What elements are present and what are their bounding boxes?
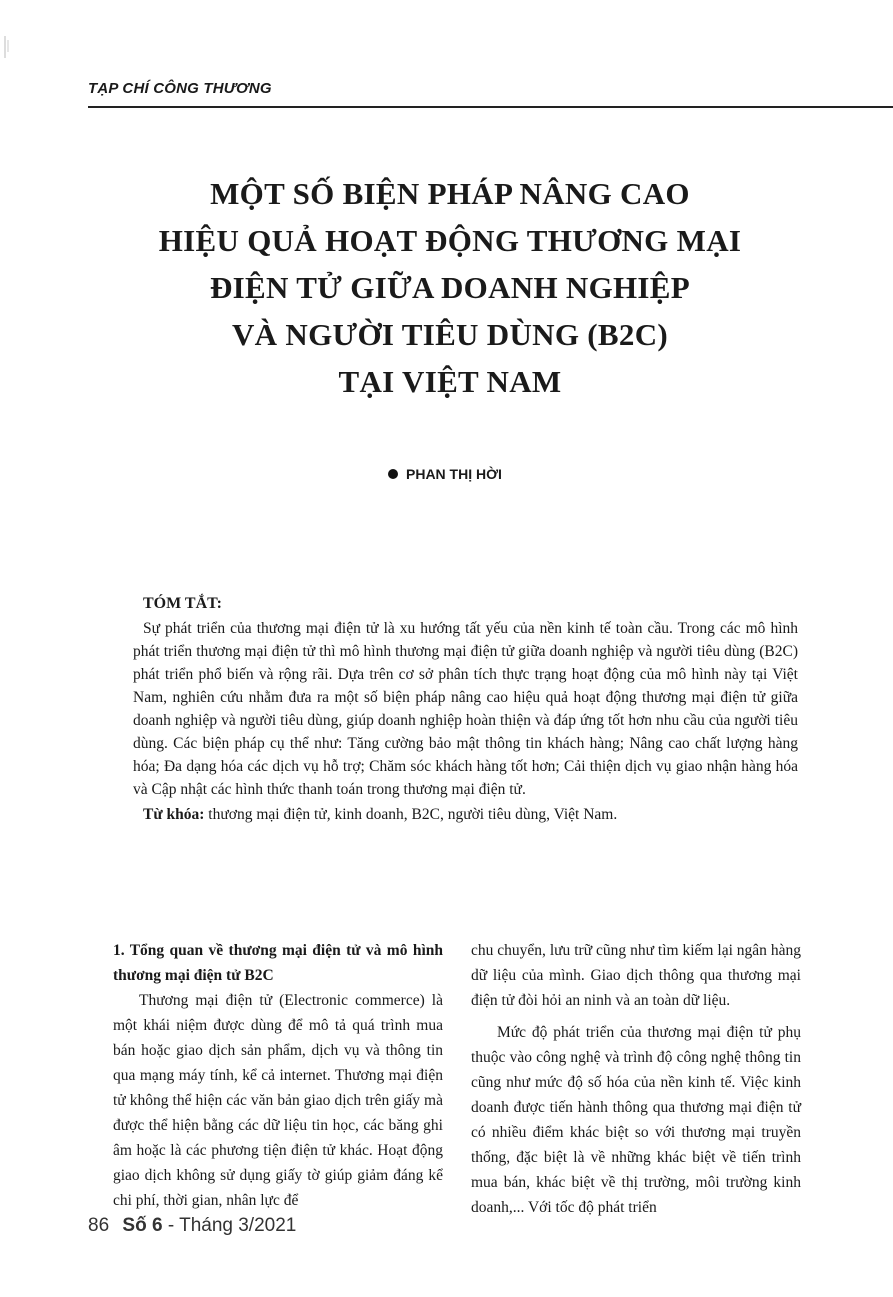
issue-number: Số 6: [122, 1215, 163, 1236]
paragraph: Mức độ phát triển của thương mại điện tử phụ thuộc vào công nghệ và trình độ công nghệ thông tin cũng như mức độ số hóa của nền kinh tế. Việc kinh doanh được tiến hành thông qua thương mại điện tử có nhiều điểm khác biệt so với thương mại truyền thống, đặc biệt là về những khác biệt về tiến trình mua bán, khác biệt về thị trường, môi trường kinh doanh,... Với tốc độ phát triển: [471, 1024, 801, 1216]
article-title: [90, 170, 810, 405]
keywords-list: thương mại điện tử, kinh doanh, B2C, người tiêu dùng, Việt Nam.: [208, 806, 618, 823]
bullet-icon: [388, 469, 398, 479]
journal-name: TẠP CHÍ CÔNG THƯƠNG: [88, 80, 272, 97]
abstract-body: Sự phát triển của thương mại điện tử là xu hướng tất yếu của nền kinh tế toàn cầu. Trong các mô hình phát triển thương mại điện tử thì mô hình thương mại điện tử giữa doanh nghiệp và người tiêu dùng (B2C) phát triển phổ biến và rộng rãi. Dựa trên cơ sở phân tích thực trạng hoạt động của mô hình này tại Việt Nam, nghiên cứu nhằm đưa ra một số biện pháp nâng cao hiệu quả hoạt động thương mại điện tử giữa doanh nghiệp và người tiêu dùng, giúp doanh nghiệp hoàn thiện và đáp ứng tốt hơn nhu cầu của người tiêu dùng. Các biện pháp cụ thể như: Tăng cường bảo mật thông tin khách hàng; Nâng cao chất lượng hàng hóa; Đa dạng hóa các dịch vụ hỗ trợ; Chăm sóc khách hàng tốt hơn; Cải thiện dịch vụ giao nhận hàng hóa và Cập nhật các hình thức thanh toán trong thương mại điện tử.: [133, 620, 798, 798]
body-column-left: [113, 938, 443, 1213]
title-line: VÀ NGƯỜI TIÊU DÙNG (B2C): [231, 317, 669, 352]
title-line: MỘT SỐ BIỆN PHÁP NÂNG CAO: [210, 176, 690, 211]
page-number: 86: [88, 1215, 110, 1236]
title-line: ĐIỆN TỬ GIỮA DOANH NGHIỆP: [209, 270, 690, 305]
issue-date: - Tháng 3/2021: [167, 1215, 297, 1236]
title-line: TẠI VIỆT NAM: [338, 364, 562, 399]
keywords: [143, 803, 798, 826]
abstract-section: [133, 592, 798, 826]
paragraph: chu chuyển, lưu trữ cũng như tìm kiếm lại ngân hàng dữ liệu của mình. Giao dịch thông qua thương mại điện tử đòi hỏi an ninh và an toàn dữ liệu.: [471, 942, 801, 1009]
header-divider: [88, 106, 893, 108]
scan-artifact-mark: [2, 34, 12, 60]
keywords-label: Từ khóa:: [143, 806, 205, 823]
paragraph: Thương mại điện tử (Electronic commerce) là một khái niệm được dùng để mô tả quá trình mua bán hoặc giao dịch sản phẩm, dịch vụ và thông tin qua mạng máy tính, kể cả internet. Thương mại điện tử không thể hiện các văn bản giao dịch trên giấy mà được thể hiện bằng các dữ liệu tin học, các băng ghi âm hoặc là các phương tiện điện tử khác. Hoạt động giao dịch không sử dụng giấy tờ giúp giảm đáng kể chi phí, thời gian, nhân lực để: [113, 992, 443, 1209]
title-line: HIỆU QUẢ HOẠT ĐỘNG THƯƠNG MẠI: [158, 223, 742, 258]
body-column-right: [471, 938, 801, 1220]
author-name: PHAN THỊ HỜI: [406, 466, 502, 482]
page-footer: [88, 1215, 296, 1237]
abstract-heading: TÓM TẮT:: [143, 595, 222, 612]
author-byline: [388, 466, 502, 482]
section-heading: 1. Tổng quan về thương mại điện tử và mô hình thương mại điện tử B2C: [113, 942, 443, 984]
